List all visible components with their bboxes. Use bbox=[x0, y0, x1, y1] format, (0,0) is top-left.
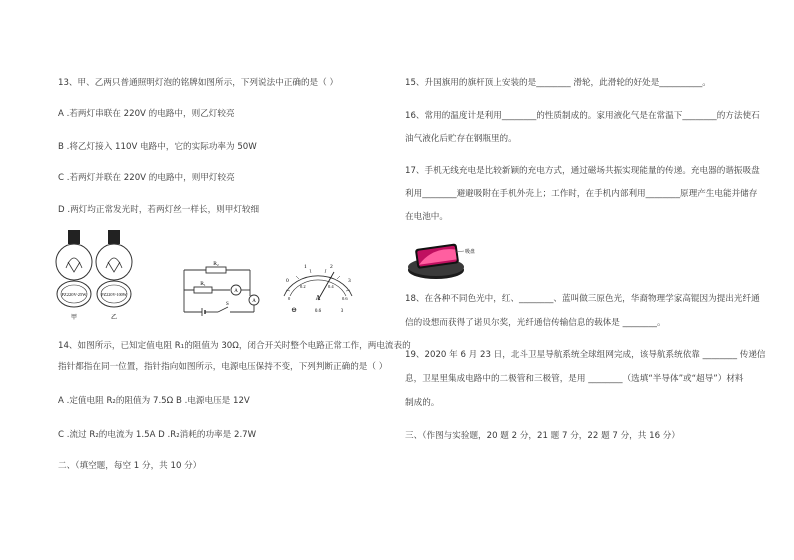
q13-option-b: B .将乙灯接入 110V 电路中，它的实际功率为 50W bbox=[58, 142, 257, 152]
bulb-yi bbox=[96, 230, 132, 321]
terminal-minus: ⊖ bbox=[291, 306, 297, 314]
q14-options-ab: A .定值电阻 R₂的阻值为 7.5Ω B .电源电压是 12V bbox=[58, 396, 250, 406]
q13-option-c: C .若两灯并联在 220V 的电路中，则甲灯较亮 bbox=[58, 173, 235, 183]
q16-line2: 油气液化后贮存在钢瓶里的。 bbox=[405, 134, 517, 144]
q18-line1: 18、在各种不同色光中，红、________、蓝叫做三原色光，华裔物理学家高锟因为提出光纤通 bbox=[405, 294, 760, 304]
wireless-charger-figure bbox=[404, 238, 484, 282]
section-2-heading: 二、（填空题，每空 1 分，共 10 分） bbox=[58, 461, 202, 471]
q19-line2: 息，卫星里集成电路中的二极管和三极管，是用 ________（选填“半导体”或“超导”）材料 bbox=[405, 374, 744, 384]
q16-line1: 16、常用的温度计是利用________的性质制成的。家用液化气是在常温下________的方法使石 bbox=[405, 111, 760, 121]
scale-bottom-1: 0.2 bbox=[300, 284, 306, 289]
bulb-yi-rating: PZ220V-100W bbox=[101, 292, 127, 297]
scale-top-1: 1 bbox=[304, 264, 307, 270]
ammeter-a-label: A bbox=[252, 299, 256, 304]
q19-line1: 19、2020 年 6 月 23 日，北斗卫星导航系统全球组网完成，该导航系统依靠 ________ 传递信 bbox=[405, 350, 766, 360]
bulb-jia-rating: PZ220V-25W bbox=[61, 292, 87, 297]
resistor-r1-label: R₁ bbox=[200, 281, 206, 287]
meter-unit: A bbox=[315, 294, 321, 302]
q13-option-d: D .两灯均正常发光时，若两灯丝一样长，则甲灯较细 bbox=[58, 205, 260, 215]
ammeter-a1-label: A bbox=[234, 289, 238, 294]
bulb-jia-caption: 甲 bbox=[70, 315, 78, 321]
q14-options-cd: C .流过 R₂的电流为 1.5A D .R₂消耗的功率是 2.7W bbox=[58, 430, 257, 440]
switch-s-label: S bbox=[226, 302, 229, 307]
scale-top-2: 2 bbox=[330, 264, 333, 270]
q17-line2: 利用________避避吸附在手机外壳上；工作时，在手机内部利用________原理产生电能并储存 bbox=[405, 189, 758, 199]
switch-s bbox=[218, 307, 228, 312]
ammeter-dial bbox=[276, 262, 360, 316]
bulbs-figure bbox=[52, 228, 172, 322]
q15: 15、升国旗用的旗杆顶上安装的是________ 滑轮，此滑轮的好处是__________。 bbox=[405, 78, 711, 88]
terminal-3: 3 bbox=[340, 309, 344, 314]
bulb-yi-caption: 乙 bbox=[110, 315, 118, 321]
bulb-jia bbox=[56, 230, 92, 321]
q19-line3: 制成的。 bbox=[405, 398, 440, 408]
q17-line1: 17、手机无线充电是比较新颖的充电方式，通过磁场共振实现能量的传递。充电器的谐振吸盘 bbox=[405, 166, 760, 176]
q13-option-a: A .若两灯串联在 220V 的电路中，则乙灯较亮 bbox=[58, 109, 235, 119]
suction-cup-label: 吸盘 bbox=[465, 250, 476, 255]
resistor-r2 bbox=[206, 267, 226, 273]
terminal-0-6: 0.6 bbox=[314, 309, 322, 314]
section-3-heading: 三、（作图与实验题，20 题 2 分，21 题 7 分，22 题 7 分，共 16 分） bbox=[405, 431, 680, 441]
q14-line1: 14、如图所示，已知定值电阻 R₁的阻值为 30Ω，闭合开关时整个电路正常工作，两电流表的 bbox=[58, 341, 411, 351]
circuit-diagram bbox=[178, 260, 270, 318]
scale-top-3: 3 bbox=[348, 278, 351, 284]
q13-stem: 13、甲、乙两只普通照明灯泡的铭牌如图所示，下列说法中正确的是（ ） bbox=[58, 78, 339, 88]
scale-top-0: 0 bbox=[286, 278, 289, 284]
scale-bottom-0: 0 bbox=[288, 296, 291, 301]
scale-bottom-2: 0.4 bbox=[328, 284, 334, 289]
q17-line3: 在电池中。 bbox=[405, 212, 448, 222]
scale-bottom-3: 0.6 bbox=[342, 296, 348, 301]
resistor-r1 bbox=[194, 287, 212, 293]
resistor-r2-label: R₂ bbox=[213, 261, 219, 267]
q18-line2: 信的设想而获得了诺贝尔奖，光纤通信传输信息的载体是 ________。 bbox=[405, 318, 666, 328]
q14-line2: 指针都指在同一位置，指针指向如图所示，电源电压保持不变，下列判断正确的是（ ） bbox=[58, 362, 388, 372]
